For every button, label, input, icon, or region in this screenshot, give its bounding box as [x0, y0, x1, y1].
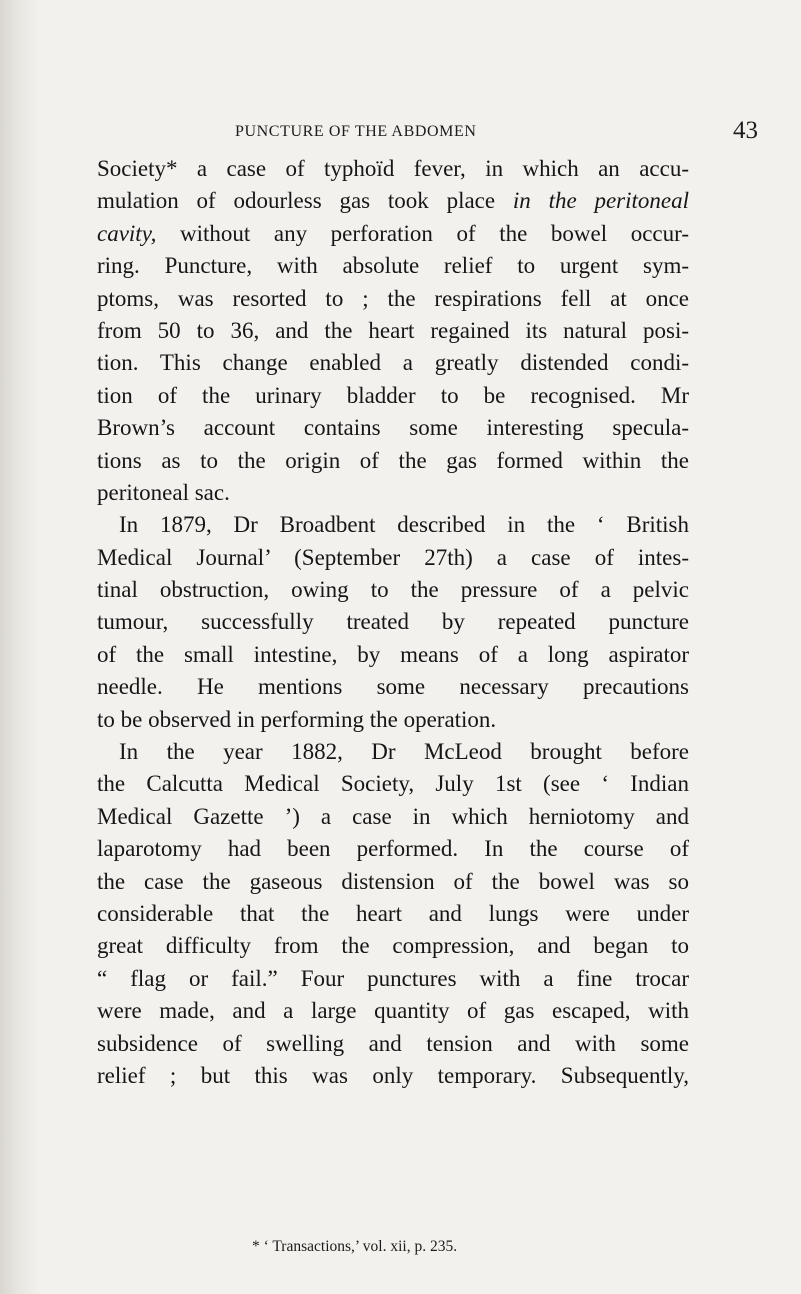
text-line: Society* a case of typhoïd fever, in which an accu-	[97, 156, 689, 181]
text-line: Medical Journal’ (September 27th) a case of intes-	[97, 544, 689, 570]
paragraph-start: In the year 1882, Dr McLeod brought before	[119, 739, 689, 765]
text-line: tinal obstruction, owing to the pressure of a pelvic	[97, 577, 689, 603]
footnote: * ‘ Transactions,’ vol. xii, p. 235.	[252, 1238, 458, 1255]
page-number: 43	[733, 117, 758, 144]
italic-phrase: in the peritoneal	[512, 188, 689, 214]
body-text	[97, 153, 689, 1092]
paragraph-start: In 1879, Dr Broadbent described in the ‘ British	[119, 512, 689, 538]
text-line: from 50 to 36, and the heart regained its natural posi-	[97, 317, 689, 343]
text-line: cavity, without any perforation of the bowel occur-	[97, 220, 689, 246]
text-line: ring. Puncture, with absolute relief to urgent sym-	[97, 253, 689, 279]
text-line: tion. This change enabled a greatly distended condi-	[97, 350, 689, 376]
binding-shadow	[0, 0, 40, 1294]
text-line: Brown’s account contains some interesting specula-	[97, 415, 689, 441]
text-line: relief ; but this was only temporary. Subsequently,	[97, 1062, 689, 1088]
text-line: Medical Gazette ’) a case in which herniotomy and	[97, 803, 689, 829]
text-line: tions as to the origin of the gas formed within the	[97, 447, 689, 473]
text-line: tumour, successfully treated by repeated puncture	[97, 609, 689, 635]
text-line: laparotomy had been performed. In the course of	[97, 836, 689, 862]
text-line: mulation of odourless gas took place in the peritoneal	[97, 188, 689, 214]
text-line: the case the gaseous distension of the bowel was so	[97, 868, 689, 894]
text-line: considerable that the heart and lungs were under	[97, 900, 689, 926]
text-line: subsidence of swelling and tension and with some	[97, 1030, 689, 1056]
text-line: the Calcutta Medical Society, July 1st (see ‘ Indian	[97, 771, 689, 797]
text-line: were made, and a large quantity of gas escaped, with	[97, 998, 689, 1024]
italic-phrase: cavity,	[97, 220, 157, 246]
text-line: ptoms, was resorted to ; the respirations fell at once	[97, 285, 689, 311]
text-line: needle. He mentions some necessary precautions	[97, 674, 689, 700]
text-line: “ flag or fail.” Four punctures with a fine trocar	[97, 965, 689, 991]
text-line: to be observed in performing the operation.	[97, 706, 497, 732]
text-line: peritoneal sac.	[97, 479, 230, 505]
text-line: of the small intestine, by means of a long aspirator	[97, 641, 689, 667]
text-line: tion of the urinary bladder to be recognised. Mr	[97, 382, 689, 408]
text-line: great difficulty from the compression, and began to	[97, 933, 689, 959]
running-head: PUNCTURE OF THE ABDOMEN	[235, 123, 477, 140]
